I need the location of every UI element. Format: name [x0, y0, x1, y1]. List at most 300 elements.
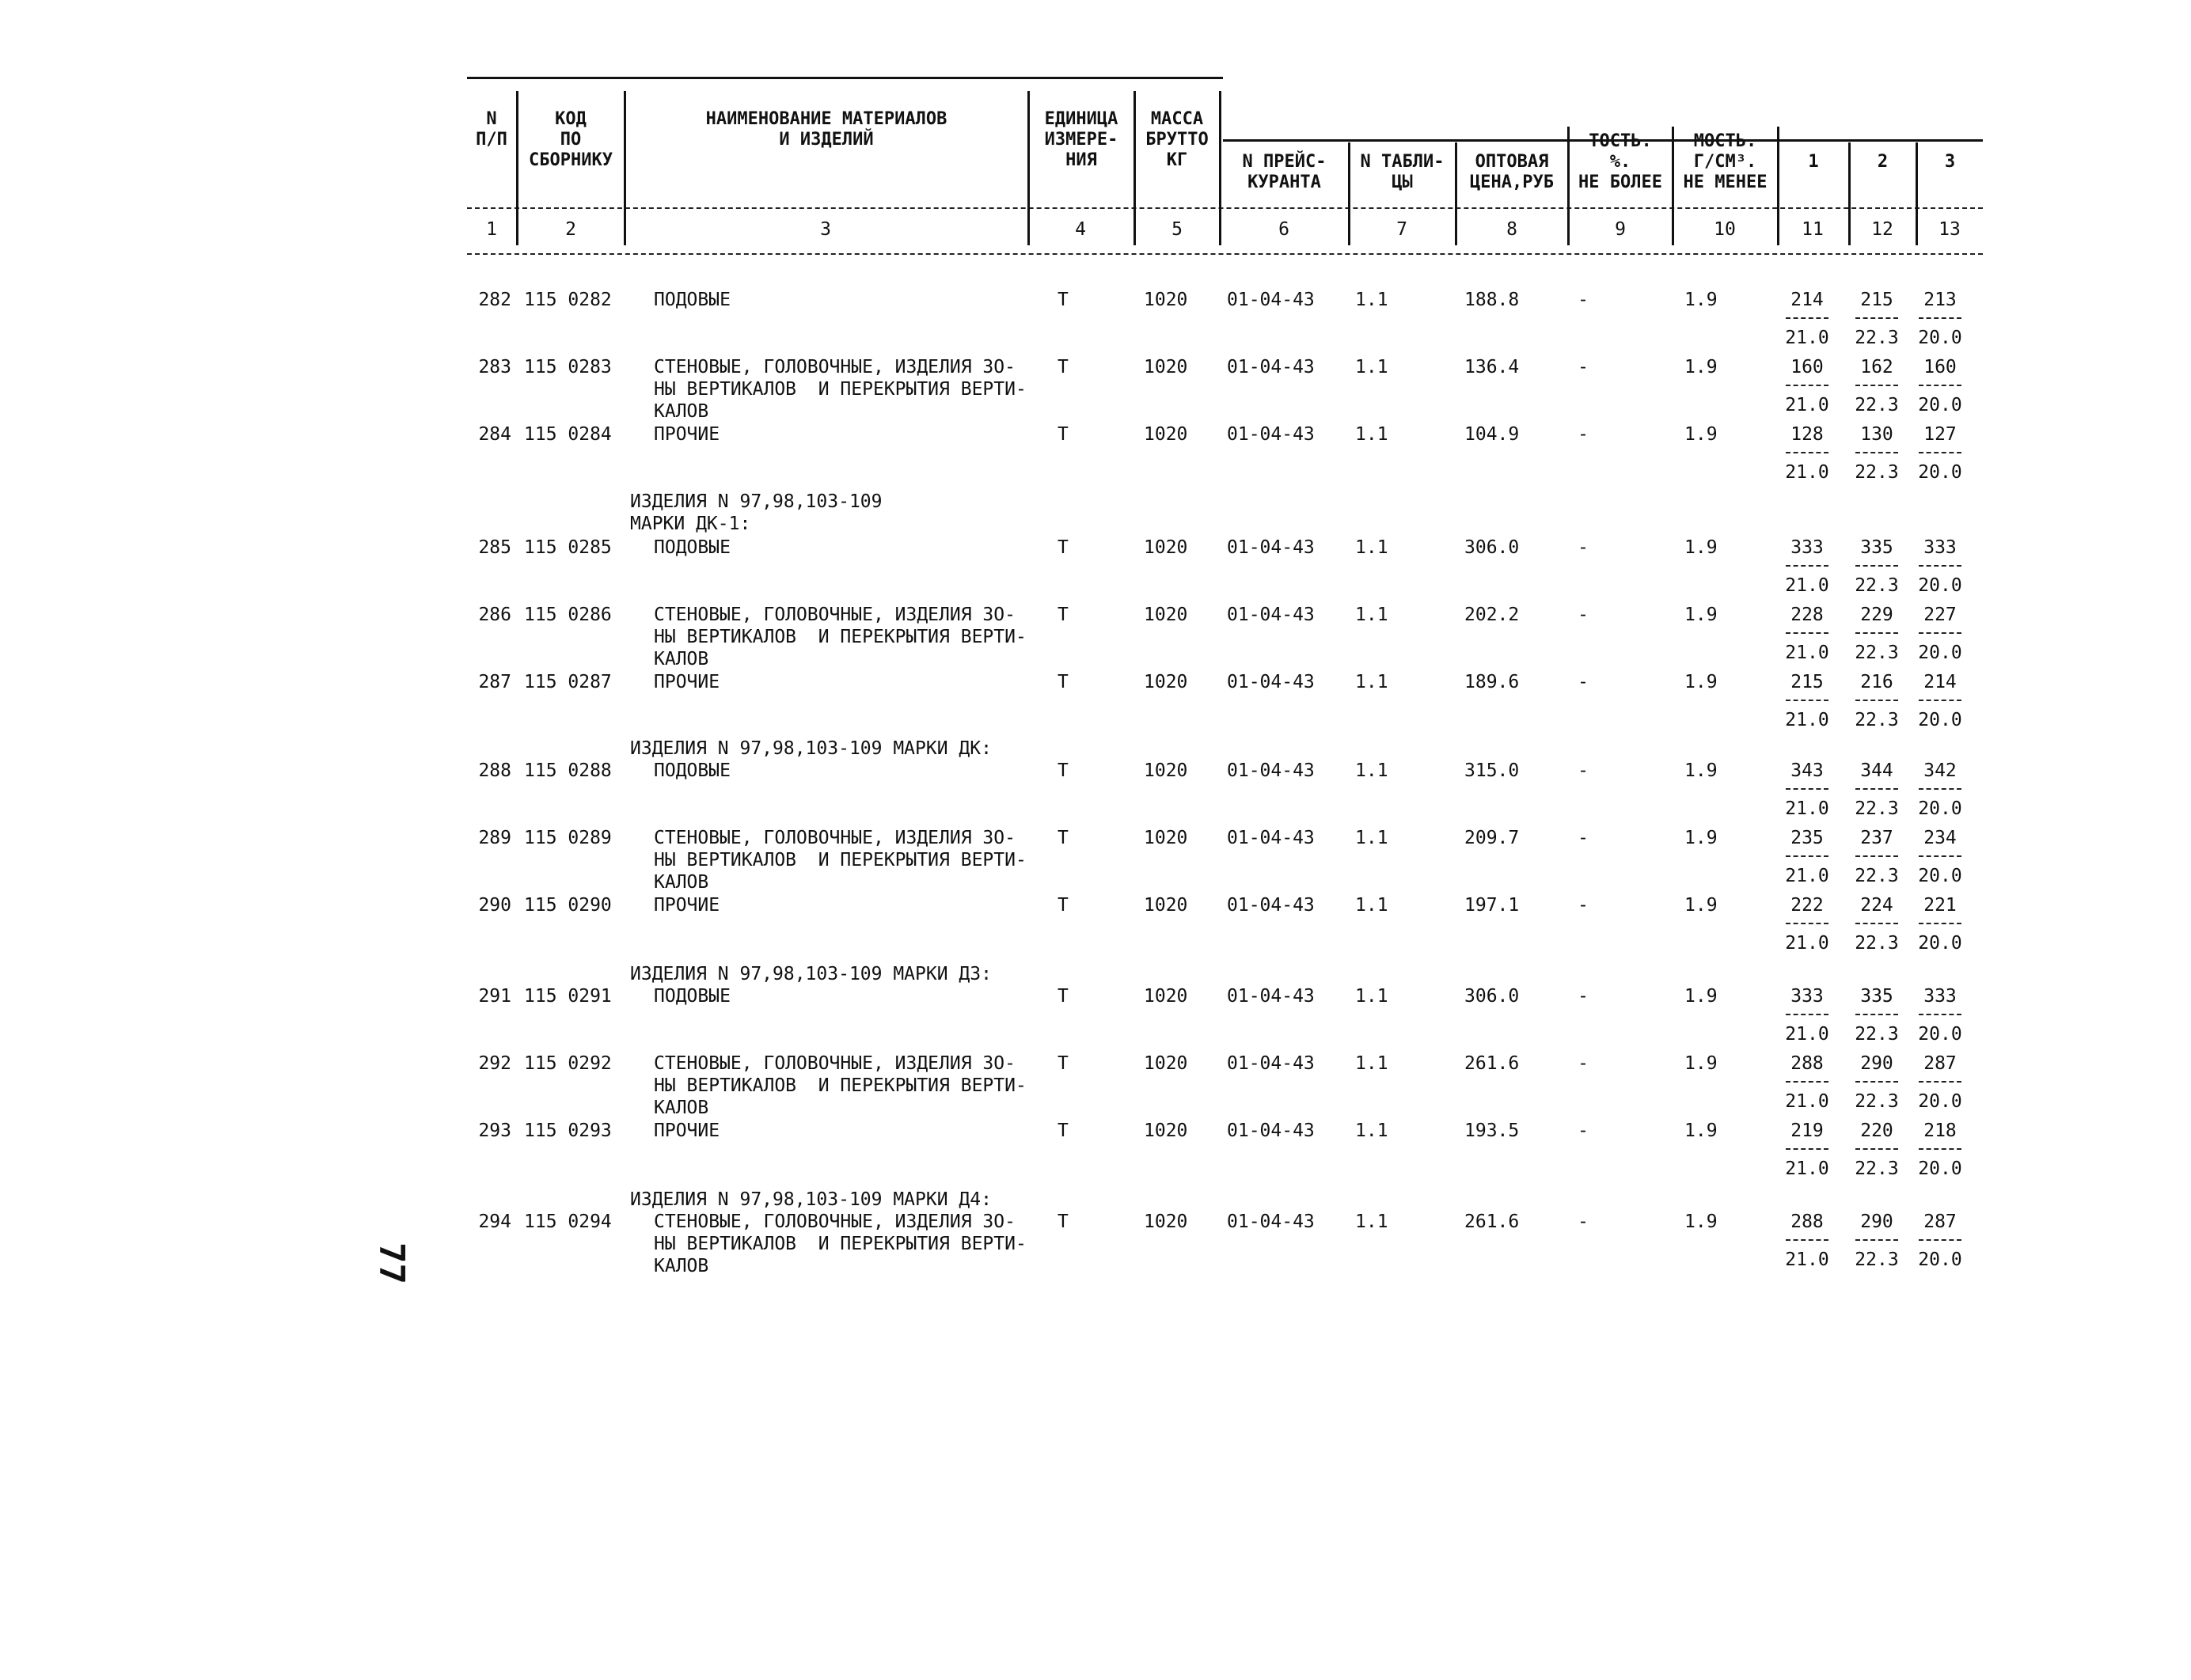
strength-denominator: 20.0 — [1918, 710, 1962, 730]
strength-value — [1852, 1120, 1901, 1180]
strength-numerator: 227 — [1923, 605, 1957, 625]
strength-value — [1852, 827, 1901, 887]
column-number: 12 — [1871, 219, 1893, 240]
strength-denominator: 22.3 — [1855, 710, 1899, 730]
row-table: 1.1 — [1355, 828, 1388, 848]
strength-value — [1783, 537, 1832, 597]
row-code: 115 0294 — [524, 1212, 612, 1232]
row-porosity: - — [1578, 1053, 1589, 1074]
strength-denominator: 20.0 — [1918, 643, 1962, 663]
row-name: СТЕНОВЫЕ, ГОЛОВОЧНЫЕ, ИЗДЕЛИЯ ЗО- — [654, 1053, 1016, 1074]
header-col8: ОПТОВАЯ ЦЕНА,РУБ — [1470, 152, 1554, 192]
strength-numerator: 214 — [1790, 290, 1824, 310]
column-number: 9 — [1615, 219, 1626, 240]
fraction-bar — [1855, 1014, 1898, 1015]
row-porosity: - — [1578, 537, 1589, 558]
row-table: 1.1 — [1355, 672, 1388, 692]
row-number: 289 — [478, 828, 511, 848]
row-name: НЫ ВЕРТИКАЛОВ И ПЕРЕКРЫТИЯ ВЕРТИ- — [654, 1075, 1027, 1096]
fraction-bar — [1786, 317, 1828, 319]
strength-denominator: 21.0 — [1785, 643, 1829, 663]
strength-value — [1916, 827, 1965, 887]
row-mass: 1020 — [1144, 1212, 1188, 1232]
strength-denominator: 21.0 — [1785, 866, 1829, 886]
fraction-bar — [1855, 1081, 1898, 1083]
row-name: ПОДОВЫЕ — [654, 290, 731, 310]
row-number: 291 — [478, 986, 511, 1007]
row-unit: Т — [1058, 290, 1069, 310]
row-density: 1.9 — [1684, 290, 1718, 310]
row-number: 285 — [478, 537, 511, 558]
row-code: 115 0291 — [524, 986, 612, 1007]
column-number: 1 — [486, 219, 497, 240]
row-porosity: - — [1578, 290, 1589, 310]
row-number: 283 — [478, 357, 511, 377]
strength-value — [1852, 671, 1901, 731]
strength-value — [1852, 604, 1901, 664]
strength-denominator: 21.0 — [1785, 328, 1829, 348]
fraction-bar — [1855, 565, 1898, 567]
strength-numerator: 215 — [1860, 290, 1893, 310]
row-density: 1.9 — [1684, 1053, 1718, 1074]
strength-value — [1852, 985, 1901, 1045]
row-mass: 1020 — [1144, 357, 1188, 377]
row-number: 292 — [478, 1053, 511, 1074]
row-price: 189.6 — [1464, 672, 1520, 692]
row-name: КАЛОВ — [654, 1256, 709, 1276]
fraction-bar — [1919, 1014, 1961, 1015]
strength-numerator: 214 — [1923, 672, 1957, 692]
header-col10: МОСТЬ. Г/СМ³. НЕ МЕНЕЕ — [1683, 131, 1768, 192]
row-code: 115 0290 — [524, 895, 612, 916]
fraction-bar — [1855, 1148, 1898, 1150]
header-col7: N ТАБЛИ- ЦЫ — [1360, 152, 1445, 192]
row-porosity: - — [1578, 895, 1589, 916]
fraction-bar — [1855, 700, 1898, 701]
strength-value — [1783, 827, 1832, 887]
strength-value — [1916, 894, 1965, 954]
row-name: ПРОЧИЕ — [654, 672, 720, 692]
strength-denominator: 20.0 — [1918, 866, 1962, 886]
fraction-bar — [1786, 700, 1828, 701]
header-col3: НАИМЕНОВАНИЕ МАТЕРИАЛОВ И ИЗДЕЛИЙ — [705, 109, 947, 150]
strength-denominator: 21.0 — [1785, 1024, 1829, 1045]
fraction-bar — [1919, 1081, 1961, 1083]
header-bottom-rule — [467, 253, 1983, 255]
row-porosity: - — [1578, 1121, 1589, 1141]
row-price-list: 01-04-43 — [1227, 672, 1315, 692]
row-price: 193.5 — [1464, 1121, 1520, 1141]
row-price: 188.8 — [1464, 290, 1520, 310]
row-price: 209.7 — [1464, 828, 1520, 848]
row-code: 115 0292 — [524, 1053, 612, 1074]
fraction-bar — [1855, 385, 1898, 386]
row-table: 1.1 — [1355, 895, 1388, 916]
strength-value — [1783, 356, 1832, 416]
header-sub-rule — [467, 207, 1983, 209]
strength-denominator: 20.0 — [1918, 1091, 1962, 1112]
row-code: 115 0288 — [524, 760, 612, 781]
row-price-list: 01-04-43 — [1227, 1053, 1315, 1074]
row-table: 1.1 — [1355, 1212, 1388, 1232]
strength-numerator: 237 — [1860, 828, 1893, 848]
fraction-bar — [1786, 1081, 1828, 1083]
strength-denominator: 21.0 — [1785, 462, 1829, 483]
column-number: 2 — [565, 219, 576, 240]
fraction-bar — [1919, 565, 1961, 567]
strength-value — [1916, 671, 1965, 731]
row-porosity: - — [1578, 828, 1589, 848]
row-code: 115 0286 — [524, 605, 612, 625]
fraction-bar — [1855, 632, 1898, 634]
strength-numerator: 288 — [1790, 1212, 1824, 1232]
strength-value — [1852, 537, 1901, 597]
row-density: 1.9 — [1684, 357, 1718, 377]
row-price: 197.1 — [1464, 895, 1520, 916]
strength-numerator: 228 — [1790, 605, 1824, 625]
header-col2: КОД ПО СБОРНИКУ — [529, 109, 613, 170]
column-number: 13 — [1938, 219, 1961, 240]
row-name: КАЛОВ — [654, 649, 709, 669]
strength-value — [1916, 289, 1965, 349]
strength-denominator: 21.0 — [1785, 710, 1829, 730]
row-mass: 1020 — [1144, 424, 1188, 445]
strength-value — [1852, 1052, 1901, 1113]
strength-value — [1916, 985, 1965, 1045]
strength-numerator: 222 — [1790, 895, 1824, 916]
row-code: 115 0283 — [524, 357, 612, 377]
row-table: 1.1 — [1355, 537, 1388, 558]
row-name: ПРОЧИЕ — [654, 1121, 720, 1141]
row-price: 202.2 — [1464, 605, 1520, 625]
strength-value — [1783, 985, 1832, 1045]
group-heading: ИЗДЕЛИЯ N 97,98,103-109 МАРКИ Д4: — [630, 1189, 992, 1210]
fraction-bar — [1919, 1148, 1961, 1150]
strength-numerator: 215 — [1790, 672, 1824, 692]
strength-denominator: 22.3 — [1855, 1024, 1899, 1045]
row-code: 115 0289 — [524, 828, 612, 848]
row-unit: Т — [1058, 424, 1069, 445]
group-heading: МАРКИ ДК-1: — [630, 514, 751, 534]
fraction-bar — [1855, 855, 1898, 857]
row-mass: 1020 — [1144, 986, 1188, 1007]
fraction-bar — [1919, 317, 1961, 319]
row-name: НЫ ВЕРТИКАЛОВ И ПЕРЕКРЫТИЯ ВЕРТИ- — [654, 1234, 1027, 1254]
row-name: ПОДОВЫЕ — [654, 986, 731, 1007]
strength-numerator: 221 — [1923, 895, 1957, 916]
strength-numerator: 130 — [1860, 424, 1893, 445]
row-density: 1.9 — [1684, 424, 1718, 445]
strength-value — [1783, 760, 1832, 820]
row-price-list: 01-04-43 — [1227, 605, 1315, 625]
fraction-bar — [1919, 700, 1961, 701]
strength-numerator: 344 — [1860, 760, 1893, 781]
strength-numerator: 287 — [1923, 1212, 1957, 1232]
strength-numerator: 235 — [1790, 828, 1824, 848]
row-mass: 1020 — [1144, 1053, 1188, 1074]
row-price-list: 01-04-43 — [1227, 290, 1315, 310]
strength-numerator: 335 — [1860, 537, 1893, 558]
fraction-bar — [1786, 923, 1828, 924]
row-mass: 1020 — [1144, 828, 1188, 848]
row-mass: 1020 — [1144, 537, 1188, 558]
row-price: 104.9 — [1464, 424, 1520, 445]
strength-numerator: 335 — [1860, 986, 1893, 1007]
column-number: 3 — [820, 219, 831, 240]
strength-numerator: 343 — [1790, 760, 1824, 781]
strength-value — [1916, 1052, 1965, 1113]
strength-numerator: 218 — [1923, 1121, 1957, 1141]
strength-value — [1783, 671, 1832, 731]
group-heading: ИЗДЕЛИЯ N 97,98,103-109 МАРКИ ДЗ: — [630, 964, 992, 984]
row-mass: 1020 — [1144, 290, 1188, 310]
strength-numerator: 160 — [1790, 357, 1824, 377]
strength-denominator: 20.0 — [1918, 328, 1962, 348]
fraction-bar — [1786, 1148, 1828, 1150]
row-code: 115 0287 — [524, 672, 612, 692]
strength-numerator: 333 — [1923, 986, 1957, 1007]
strength-denominator: 22.3 — [1855, 643, 1899, 663]
fraction-bar — [1919, 452, 1961, 453]
strength-numerator: 128 — [1790, 424, 1824, 445]
row-name: ПОДОВЫЕ — [654, 537, 731, 558]
header-top-rule — [467, 77, 1223, 79]
row-number: 287 — [478, 672, 511, 692]
group-heading: ИЗДЕЛИЯ N 97,98,103-109 МАРКИ ДК: — [630, 738, 992, 759]
strength-value — [1783, 289, 1832, 349]
row-unit: Т — [1058, 1212, 1069, 1232]
fraction-bar — [1919, 385, 1961, 386]
row-code: 115 0282 — [524, 290, 612, 310]
row-name: НЫ ВЕРТИКАЛОВ И ПЕРЕКРЫТИЯ ВЕРТИ- — [654, 379, 1027, 400]
group-heading: ИЗДЕЛИЯ N 97,98,103-109 — [630, 491, 883, 512]
column-number: 11 — [1802, 219, 1824, 240]
strength-numerator: 224 — [1860, 895, 1893, 916]
strength-denominator: 20.0 — [1918, 575, 1962, 596]
strength-numerator: 213 — [1923, 290, 1957, 310]
strength-denominator: 22.3 — [1855, 1159, 1899, 1179]
fraction-bar — [1786, 1014, 1828, 1015]
strength-denominator: 20.0 — [1918, 1250, 1962, 1270]
row-density: 1.9 — [1684, 605, 1718, 625]
fraction-bar — [1786, 452, 1828, 453]
strength-value — [1916, 537, 1965, 597]
strength-value — [1852, 1211, 1901, 1271]
column-number: 7 — [1396, 219, 1407, 240]
header-col13: 3 — [1944, 152, 1956, 172]
row-porosity: - — [1578, 986, 1589, 1007]
row-number: 293 — [478, 1121, 511, 1141]
column-number: 5 — [1171, 219, 1183, 240]
row-code: 115 0293 — [524, 1121, 612, 1141]
row-code: 115 0284 — [524, 424, 612, 445]
row-price: 261.6 — [1464, 1053, 1520, 1074]
row-mass: 1020 — [1144, 605, 1188, 625]
row-number: 294 — [478, 1212, 511, 1232]
strength-denominator: 20.0 — [1918, 933, 1962, 954]
strength-numerator: 127 — [1923, 424, 1957, 445]
fraction-bar — [1786, 788, 1828, 790]
row-unit: Т — [1058, 357, 1069, 377]
strength-denominator: 22.3 — [1855, 328, 1899, 348]
strength-denominator: 20.0 — [1918, 462, 1962, 483]
row-porosity: - — [1578, 605, 1589, 625]
row-density: 1.9 — [1684, 672, 1718, 692]
row-price: 306.0 — [1464, 537, 1520, 558]
row-price: 306.0 — [1464, 986, 1520, 1007]
row-porosity: - — [1578, 357, 1589, 377]
strength-denominator: 21.0 — [1785, 1091, 1829, 1112]
strength-numerator: 160 — [1923, 357, 1957, 377]
fraction-bar — [1855, 452, 1898, 453]
fraction-bar — [1786, 855, 1828, 857]
row-table: 1.1 — [1355, 357, 1388, 377]
row-mass: 1020 — [1144, 895, 1188, 916]
strength-numerator: 290 — [1860, 1212, 1893, 1232]
strength-denominator: 21.0 — [1785, 933, 1829, 954]
row-price: 315.0 — [1464, 760, 1520, 781]
row-price-list: 01-04-43 — [1227, 424, 1315, 445]
row-density: 1.9 — [1684, 986, 1718, 1007]
header-col4: ЕДИНИЦА ИЗМЕРЕ- НИЯ — [1044, 109, 1118, 170]
row-unit: Т — [1058, 537, 1069, 558]
strength-value — [1783, 604, 1832, 664]
strength-value — [1852, 894, 1901, 954]
strength-denominator: 20.0 — [1918, 395, 1962, 415]
row-number: 282 — [478, 290, 511, 310]
row-density: 1.9 — [1684, 537, 1718, 558]
row-density: 1.9 — [1684, 1212, 1718, 1232]
strength-value — [1916, 356, 1965, 416]
row-price-list: 01-04-43 — [1227, 828, 1315, 848]
row-mass: 1020 — [1144, 672, 1188, 692]
strength-numerator: 290 — [1860, 1053, 1893, 1074]
row-unit: Т — [1058, 1053, 1069, 1074]
strength-numerator: 287 — [1923, 1053, 1957, 1074]
strength-value — [1783, 423, 1832, 484]
row-porosity: - — [1578, 424, 1589, 445]
row-name: СТЕНОВЫЕ, ГОЛОВОЧНЫЕ, ИЗДЕЛИЯ ЗО- — [654, 605, 1016, 625]
strength-value — [1852, 760, 1901, 820]
strength-value — [1916, 1120, 1965, 1180]
row-number: 290 — [478, 895, 511, 916]
row-name: КАЛОВ — [654, 401, 709, 422]
column-number: 6 — [1278, 219, 1289, 240]
row-table: 1.1 — [1355, 986, 1388, 1007]
row-name: СТЕНОВЫЕ, ГОЛОВОЧНЫЕ, ИЗДЕЛИЯ ЗО- — [654, 828, 1016, 848]
strength-numerator: 162 — [1860, 357, 1893, 377]
row-price: 136.4 — [1464, 357, 1520, 377]
strength-denominator: 22.3 — [1855, 395, 1899, 415]
col-sep — [1777, 127, 1779, 245]
row-name: КАЛОВ — [654, 872, 709, 893]
fraction-bar — [1855, 1239, 1898, 1241]
fraction-bar — [1919, 923, 1961, 924]
strength-numerator: 333 — [1790, 537, 1824, 558]
strength-denominator: 20.0 — [1918, 1159, 1962, 1179]
row-number: 286 — [478, 605, 511, 625]
fraction-bar — [1919, 632, 1961, 634]
strength-value — [1852, 289, 1901, 349]
row-density: 1.9 — [1684, 828, 1718, 848]
row-price-list: 01-04-43 — [1227, 1121, 1315, 1141]
strength-denominator: 22.3 — [1855, 1091, 1899, 1112]
row-name: НЫ ВЕРТИКАЛОВ И ПЕРЕКРЫТИЯ ВЕРТИ- — [654, 850, 1027, 870]
strength-numerator: 219 — [1790, 1121, 1824, 1141]
row-unit: Т — [1058, 1121, 1069, 1141]
fraction-bar — [1919, 788, 1961, 790]
header-col6: N ПРЕЙС- КУРАНТА — [1242, 152, 1327, 192]
strength-value — [1916, 604, 1965, 664]
strength-denominator: 20.0 — [1918, 1024, 1962, 1045]
fraction-bar — [1855, 788, 1898, 790]
strength-numerator: 288 — [1790, 1053, 1824, 1074]
strength-denominator: 21.0 — [1785, 395, 1829, 415]
row-name: СТЕНОВЫЕ, ГОЛОВОЧНЫЕ, ИЗДЕЛИЯ ЗО- — [654, 357, 1016, 377]
row-price-list: 01-04-43 — [1227, 1212, 1315, 1232]
header-col9: ТОСТЬ. %. НЕ БОЛЕЕ — [1578, 131, 1662, 192]
row-unit: Т — [1058, 672, 1069, 692]
row-number: 288 — [478, 760, 511, 781]
page-number: 77 — [371, 1242, 412, 1284]
row-price: 261.6 — [1464, 1212, 1520, 1232]
row-table: 1.1 — [1355, 760, 1388, 781]
strength-value — [1916, 1211, 1965, 1271]
row-porosity: - — [1578, 760, 1589, 781]
strength-denominator: 22.3 — [1855, 933, 1899, 954]
row-unit: Т — [1058, 760, 1069, 781]
header-col1: N П/П — [476, 109, 507, 150]
strength-value — [1783, 1052, 1832, 1113]
strength-value — [1783, 1211, 1832, 1271]
fraction-bar — [1786, 385, 1828, 386]
fraction-bar — [1786, 632, 1828, 634]
strength-denominator: 21.0 — [1785, 1159, 1829, 1179]
row-porosity: - — [1578, 1212, 1589, 1232]
header-col12: 2 — [1877, 152, 1889, 172]
strength-denominator: 22.3 — [1855, 866, 1899, 886]
strength-numerator: 220 — [1860, 1121, 1893, 1141]
strength-denominator: 22.3 — [1855, 462, 1899, 483]
fraction-bar — [1919, 1239, 1961, 1241]
row-table: 1.1 — [1355, 1121, 1388, 1141]
row-price-list: 01-04-43 — [1227, 760, 1315, 781]
strength-value — [1783, 1120, 1832, 1180]
column-number: 4 — [1075, 219, 1086, 240]
strength-numerator: 342 — [1923, 760, 1957, 781]
row-mass: 1020 — [1144, 1121, 1188, 1141]
row-density: 1.9 — [1684, 760, 1718, 781]
column-number: 10 — [1714, 219, 1736, 240]
header-col5: МАССА БРУТТО КГ — [1145, 109, 1209, 170]
strength-denominator: 21.0 — [1785, 575, 1829, 596]
row-price-list: 01-04-43 — [1227, 986, 1315, 1007]
row-name: ПРОЧИЕ — [654, 424, 720, 445]
fraction-bar — [1855, 923, 1898, 924]
row-code: 115 0285 — [524, 537, 612, 558]
row-mass: 1020 — [1144, 760, 1188, 781]
strength-value — [1916, 760, 1965, 820]
strength-value — [1852, 423, 1901, 484]
row-name: НЫ ВЕРТИКАЛОВ И ПЕРЕКРЫТИЯ ВЕРТИ- — [654, 627, 1027, 647]
strength-numerator: 333 — [1923, 537, 1957, 558]
row-density: 1.9 — [1684, 895, 1718, 916]
row-unit: Т — [1058, 986, 1069, 1007]
row-price-list: 01-04-43 — [1227, 895, 1315, 916]
strength-denominator: 21.0 — [1785, 1250, 1829, 1270]
strength-denominator: 22.3 — [1855, 575, 1899, 596]
row-porosity: - — [1578, 672, 1589, 692]
